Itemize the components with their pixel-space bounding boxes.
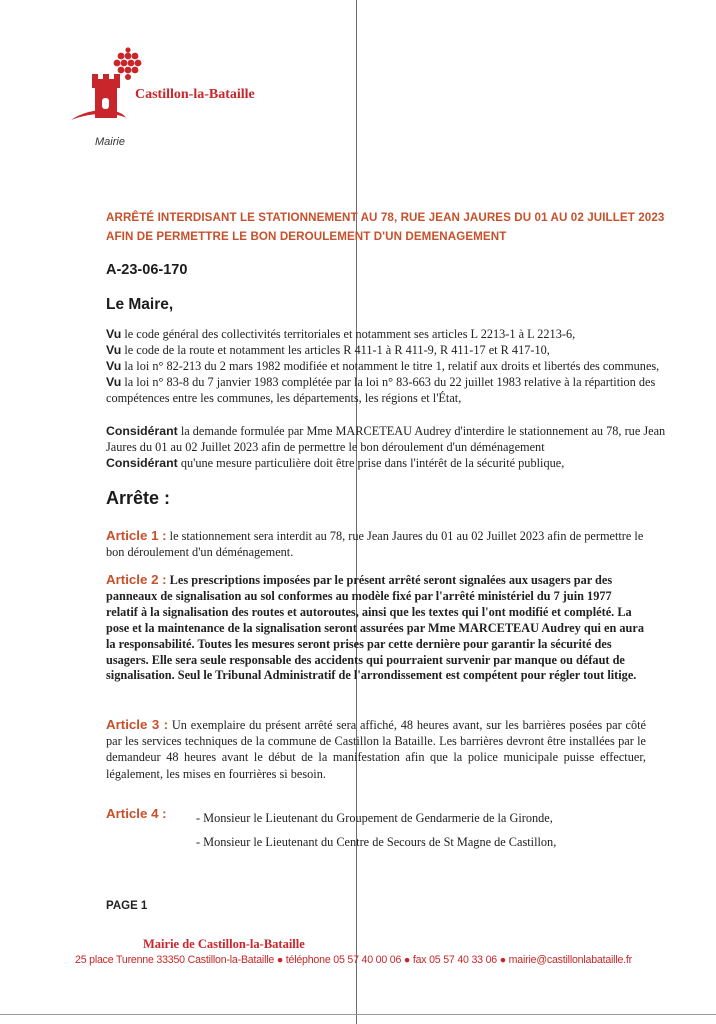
- scan-fold-line: [356, 0, 357, 1024]
- considerant-item: [106, 423, 666, 455]
- footer-address: 25 place Turenne 33350 Castillon-la-Bataille ● téléphone 05 57 40 00 06 ● fax 05 57 40 33 06 ● mairie@castillonlabataille.fr: [75, 954, 632, 966]
- document-reference: A-23-06-170: [106, 262, 188, 278]
- considerant-item: [106, 455, 666, 471]
- document-title: ARRÊTÉ INTERDISANT LE STATIONNEMENT AU 78, RUE JEAN JAURES DU 01 AU 02 JUILLET 2023 AFIN DE PERMETTRE LE BON DEROULEMENT D'UN DEMENAGEMENT: [106, 211, 665, 243]
- vu-keyword: Vu: [106, 327, 122, 341]
- scan-bottom-edge: [0, 1014, 716, 1015]
- article-4-list: [196, 806, 556, 854]
- vu-section: [106, 326, 666, 406]
- considerant-text: qu'une mesure particulière doit être prise dans l'intérêt de la sécurité publique,: [177, 456, 565, 470]
- considerant-text: la demande formulée par Mme MARCETEAU Audrey d'interdire le stationnement au 78, rue Jean Jaures du 01 au 02 Juillet 2023 afin de permettre le bon déroulement d'un déménagement: [106, 424, 666, 454]
- vu-item: [106, 326, 666, 342]
- considerant-keyword: Considérant: [106, 424, 178, 438]
- vu-item: [106, 358, 666, 374]
- vu-item: [106, 342, 666, 358]
- vu-keyword: Vu: [106, 375, 122, 389]
- article-1-label: Article 1 :: [106, 528, 167, 543]
- page-number: PAGE 1: [106, 900, 148, 912]
- article-4-label: Article 4 :: [106, 806, 167, 821]
- authority-heading: Le Maire,: [106, 296, 174, 313]
- considerant-keyword: Considérant: [106, 456, 178, 470]
- article-2-label: Article 2 :: [106, 572, 167, 587]
- vu-text: la loi n° 82-213 du 2 mars 1982 modifiée et notamment le titre 1, relatif aux droits et libertés des communes,: [121, 359, 660, 373]
- arrete-heading: Arrête :: [106, 488, 171, 508]
- vu-text: la loi n° 83-8 du 7 janvier 1983 complétée par la loi n° 83-663 du 22 juillet 1983 relative à la répartition des compétences entre les communes, les départements, les régions et l'État,: [106, 375, 656, 405]
- article-4-item: - Monsieur le Lieutenant du Groupement de Gendarmerie de la Gironde,: [196, 811, 553, 825]
- article-3: [106, 717, 646, 782]
- considerant-section: [106, 423, 666, 471]
- vu-keyword: Vu: [106, 343, 122, 357]
- vu-text: le code de la route et notamment les articles R 411-1 à R 411-9, R 411-17 et R 417-10,: [121, 343, 550, 357]
- article-1: [106, 528, 646, 560]
- logo-subtitle: Mairie: [95, 136, 125, 148]
- article-1-text: le stationnement sera interdit au 78, rue Jean Jaures du 01 au 02 Juillet 2023 afin de permettre le bon déroulement d'un déménagement.: [106, 529, 644, 560]
- article-2-text: Les prescriptions imposées par le présent arrêté seront signalées aux usagers par des panneaux de signalisation au sol conformes au modèle fixé par l'arrêté ministériel du 7 juin 1977 relatif à la signalisation des routes et autoroutes, ainsi que les textes qui l'ont modifié et complété. La pose et la maintenance de la signalisation seront assurées par Mme MARCETEAU Audrey qui en aura la responsabilité. Toutes les mesures seront prises par cette dernière pour garantir la sécurité des usagers. Elle sera seule responsable des accidents qui pourraient survenir par manque ou défaut de signalisation. Seul le Tribunal Administratif de l'arrondissement est compétent pour régler tout litige.: [106, 573, 645, 683]
- article-3-label: Article 3 :: [106, 717, 169, 732]
- footer-mairie-name: Mairie de Castillon-la-Bataille: [143, 937, 305, 951]
- town-logo: [66, 46, 296, 156]
- logo-town-name: Castillon-la-Bataille: [135, 87, 255, 102]
- vu-item: [106, 374, 666, 406]
- article-3-text: Un exemplaire du présent arrêté sera affiché, 48 heures avant, sur les barrières posées par côté par les services techniques de la commune de Castillon la Bataille. Les barrières devront être installées par le demandeur 48 heures avant le début de la manifestation afin que la police municipale puisse effectuer, légalement, les mises en fourrières si besoin.: [106, 718, 646, 781]
- article-4-item: - Monsieur le Lieutenant du Centre de Secours de St Magne de Castillon,: [196, 835, 557, 849]
- article-2: [106, 572, 646, 684]
- vu-text: le code général des collectivités territoriales et notamment ses articles L 2213-1 à L 2213-6,: [121, 327, 576, 341]
- vu-keyword: Vu: [106, 359, 122, 373]
